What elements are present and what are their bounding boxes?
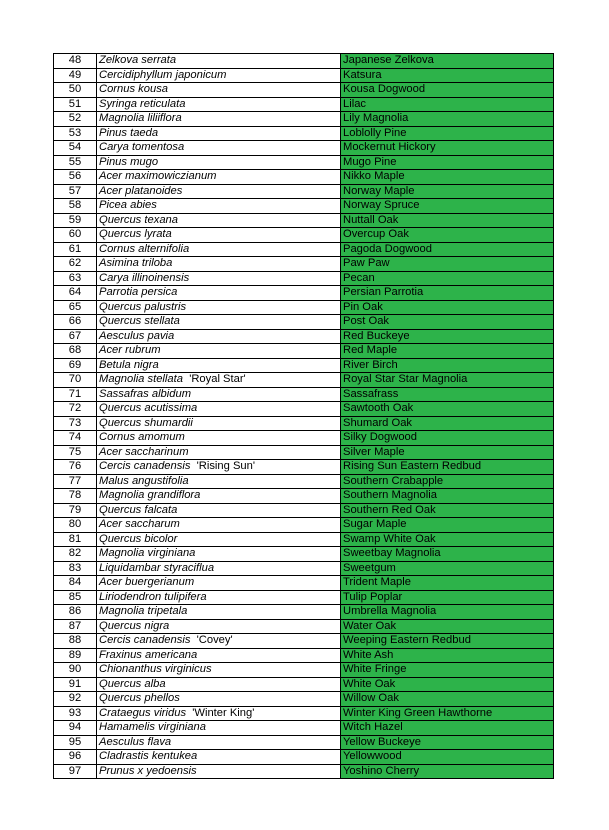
scientific-name: Cercis canadensis xyxy=(99,634,191,647)
table-row xyxy=(54,460,554,475)
scientific-name: Acer saccharinum xyxy=(99,445,189,458)
row-number-cell: 70 xyxy=(54,373,97,388)
scientific-name-cell xyxy=(97,126,341,141)
scientific-name: Quercus stellata xyxy=(99,315,180,328)
row-number-cell: 81 xyxy=(54,532,97,547)
table-row xyxy=(54,663,554,678)
scientific-name: Picea abies xyxy=(99,199,157,212)
row-number-cell: 94 xyxy=(54,721,97,736)
table-row xyxy=(54,358,554,373)
scientific-name-cell xyxy=(97,170,341,185)
row-number-cell: 73 xyxy=(54,416,97,431)
scientific-name: Sassafras albidum xyxy=(99,387,192,400)
scientific-name-cell xyxy=(97,532,341,547)
row-number-cell: 49 xyxy=(54,68,97,83)
row-number-cell: 69 xyxy=(54,358,97,373)
common-name-cell: Southern Magnolia xyxy=(341,489,554,504)
scientific-name-cell xyxy=(97,663,341,678)
scientific-name-cell xyxy=(97,112,341,127)
scientific-name: Carya illinoinensis xyxy=(99,271,190,284)
common-name-cell: Lily Magnolia xyxy=(341,112,554,127)
common-name-cell: Persian Parrotia xyxy=(341,286,554,301)
scientific-name: Zelkova serrata xyxy=(99,54,177,67)
scientific-name: Pinus mugo xyxy=(99,155,159,168)
scientific-name: Acer buergerianum xyxy=(99,576,195,589)
row-number-cell: 62 xyxy=(54,257,97,272)
table-row xyxy=(54,387,554,402)
common-name-cell: Norway Maple xyxy=(341,184,554,199)
table-row xyxy=(54,141,554,156)
scientific-name-cell xyxy=(97,242,341,257)
scientific-name-cell xyxy=(97,460,341,475)
table-row xyxy=(54,750,554,765)
common-name-cell: Norway Spruce xyxy=(341,199,554,214)
row-number-cell: 59 xyxy=(54,213,97,228)
common-name-cell: Yellow Buckeye xyxy=(341,735,554,750)
common-name-cell: Pecan xyxy=(341,271,554,286)
scientific-name: Quercus bicolor xyxy=(99,532,178,545)
common-name-cell: Weeping Eastern Redbud xyxy=(341,634,554,649)
common-name-cell: Trident Maple xyxy=(341,576,554,591)
common-name-cell: Red Buckeye xyxy=(341,329,554,344)
row-number-cell: 91 xyxy=(54,677,97,692)
row-number-cell: 52 xyxy=(54,112,97,127)
scientific-name: Aesculus pavia xyxy=(99,329,175,342)
row-number-cell: 50 xyxy=(54,83,97,98)
scientific-name: Quercus acutissima xyxy=(99,402,198,415)
table-row xyxy=(54,503,554,518)
table-row xyxy=(54,271,554,286)
table-row xyxy=(54,431,554,446)
table-row xyxy=(54,648,554,663)
common-name-cell: Silky Dogwood xyxy=(341,431,554,446)
table-row xyxy=(54,634,554,649)
scientific-name-cell xyxy=(97,387,341,402)
tree-list-table xyxy=(53,53,554,779)
scientific-name-cell xyxy=(97,83,341,98)
scientific-name-cell xyxy=(97,199,341,214)
row-number-cell: 80 xyxy=(54,518,97,533)
table-row xyxy=(54,170,554,185)
table-row xyxy=(54,68,554,83)
scientific-name-cell xyxy=(97,416,341,431)
scientific-name: Acer saccharum xyxy=(99,518,180,531)
table-row xyxy=(54,619,554,634)
row-number-cell: 96 xyxy=(54,750,97,765)
scientific-name-cell xyxy=(97,590,341,605)
common-name-cell: Mockernut Hickory xyxy=(341,141,554,156)
common-name-cell: Loblolly Pine xyxy=(341,126,554,141)
scientific-name: Parrotia persica xyxy=(99,286,178,299)
table-row xyxy=(54,489,554,504)
common-name-cell: Umbrella Magnolia xyxy=(341,605,554,620)
table-row xyxy=(54,576,554,591)
scientific-name-cell xyxy=(97,634,341,649)
scientific-name: Magnolia tripetala xyxy=(99,605,188,618)
row-number-cell: 71 xyxy=(54,387,97,402)
scientific-name: Magnolia grandiflora xyxy=(99,489,201,502)
common-name-cell: Mugo Pine xyxy=(341,155,554,170)
row-number-cell: 67 xyxy=(54,329,97,344)
cultivar-name: 'Winter King' xyxy=(192,706,255,719)
row-number-cell: 92 xyxy=(54,692,97,707)
common-name-cell: Post Oak xyxy=(341,315,554,330)
scientific-name: Pinus taeda xyxy=(99,126,159,139)
scientific-name-cell xyxy=(97,329,341,344)
row-number-cell: 74 xyxy=(54,431,97,446)
scientific-name: Cladrastis kentukea xyxy=(99,750,198,763)
common-name-cell: Lilac xyxy=(341,97,554,112)
row-number-cell: 65 xyxy=(54,300,97,315)
common-name-cell: White Ash xyxy=(341,648,554,663)
scientific-name: Chionanthus virginicus xyxy=(99,663,212,676)
scientific-name-cell xyxy=(97,431,341,446)
scientific-name-cell xyxy=(97,489,341,504)
common-name-cell: Katsura xyxy=(341,68,554,83)
common-name-cell: Water Oak xyxy=(341,619,554,634)
common-name-cell: Paw Paw xyxy=(341,257,554,272)
common-name-cell: White Fringe xyxy=(341,663,554,678)
scientific-name-cell xyxy=(97,648,341,663)
tree-list-body xyxy=(54,54,554,779)
scientific-name-cell xyxy=(97,155,341,170)
common-name-cell: Sweetbay Magnolia xyxy=(341,547,554,562)
table-row xyxy=(54,228,554,243)
scientific-name-cell xyxy=(97,576,341,591)
row-number-cell: 54 xyxy=(54,141,97,156)
row-number-cell: 72 xyxy=(54,402,97,417)
scientific-name: Quercus shumardii xyxy=(99,416,193,429)
common-name-cell: Tulip Poplar xyxy=(341,590,554,605)
scientific-name-cell xyxy=(97,764,341,779)
table-row xyxy=(54,329,554,344)
scientific-name: Malus angustifolia xyxy=(99,474,189,487)
scientific-name: Prunus x yedoensis xyxy=(99,764,197,777)
table-row xyxy=(54,54,554,69)
cultivar-name: 'Rising Sun' xyxy=(196,460,256,473)
scientific-name-cell xyxy=(97,605,341,620)
table-row xyxy=(54,561,554,576)
scientific-name-cell xyxy=(97,445,341,460)
cultivar-name: 'Covey' xyxy=(196,634,233,647)
scientific-name: Quercus nigra xyxy=(99,619,170,632)
common-name-cell: River Birch xyxy=(341,358,554,373)
scientific-name: Cornus amomum xyxy=(99,431,185,444)
table-row xyxy=(54,532,554,547)
scientific-name-cell xyxy=(97,677,341,692)
scientific-name: Quercus texana xyxy=(99,213,178,226)
scientific-name-cell xyxy=(97,344,341,359)
common-name-cell: Overcup Oak xyxy=(341,228,554,243)
common-name-cell: Swamp White Oak xyxy=(341,532,554,547)
row-number-cell: 48 xyxy=(54,54,97,69)
row-number-cell: 90 xyxy=(54,663,97,678)
row-number-cell: 88 xyxy=(54,634,97,649)
table-row xyxy=(54,735,554,750)
table-row xyxy=(54,112,554,127)
scientific-name: Liriodendron tulipifera xyxy=(99,590,207,603)
common-name-cell: White Oak xyxy=(341,677,554,692)
common-name-cell: Sweetgum xyxy=(341,561,554,576)
row-number-cell: 63 xyxy=(54,271,97,286)
scientific-name-cell xyxy=(97,300,341,315)
scientific-name-cell xyxy=(97,402,341,417)
common-name-cell: Kousa Dogwood xyxy=(341,83,554,98)
scientific-name: Cercis canadensis xyxy=(99,460,191,473)
row-number-cell: 64 xyxy=(54,286,97,301)
common-name-cell: Willow Oak xyxy=(341,692,554,707)
table-row xyxy=(54,83,554,98)
scientific-name: Magnolia stellata xyxy=(99,373,183,386)
common-name-cell: Sugar Maple xyxy=(341,518,554,533)
scientific-name-cell xyxy=(97,97,341,112)
row-number-cell: 93 xyxy=(54,706,97,721)
scientific-name: Quercus phellos xyxy=(99,692,180,705)
common-name-cell: Pin Oak xyxy=(341,300,554,315)
scientific-name-cell xyxy=(97,721,341,736)
scientific-name-cell xyxy=(97,54,341,69)
row-number-cell: 78 xyxy=(54,489,97,504)
common-name-cell: Silver Maple xyxy=(341,445,554,460)
row-number-cell: 57 xyxy=(54,184,97,199)
common-name-cell: Sassafrass xyxy=(341,387,554,402)
scientific-name: Cornus kousa xyxy=(99,83,169,96)
row-number-cell: 60 xyxy=(54,228,97,243)
row-number-cell: 75 xyxy=(54,445,97,460)
scientific-name: Cornus alternifolia xyxy=(99,242,190,255)
table-row xyxy=(54,199,554,214)
scientific-name: Quercus falcata xyxy=(99,503,178,516)
scientific-name: Aesculus flava xyxy=(99,735,172,748)
scientific-name-cell xyxy=(97,271,341,286)
table-row xyxy=(54,286,554,301)
common-name-cell: Japanese Zelkova xyxy=(341,54,554,69)
common-name-cell: Nuttall Oak xyxy=(341,213,554,228)
common-name-cell: Nikko Maple xyxy=(341,170,554,185)
scientific-name-cell xyxy=(97,213,341,228)
scientific-name: Fraxinus americana xyxy=(99,648,198,661)
common-name-cell: Witch Hazel xyxy=(341,721,554,736)
table-row xyxy=(54,242,554,257)
scientific-name-cell xyxy=(97,474,341,489)
row-number-cell: 79 xyxy=(54,503,97,518)
row-number-cell: 77 xyxy=(54,474,97,489)
scientific-name: Crataegus viridus xyxy=(99,706,187,719)
row-number-cell: 82 xyxy=(54,547,97,562)
common-name-cell: Red Maple xyxy=(341,344,554,359)
scientific-name: Acer platanoides xyxy=(99,184,183,197)
table-row xyxy=(54,373,554,388)
scientific-name: Hamamelis virginiana xyxy=(99,721,206,734)
scientific-name: Acer maximowiczianum xyxy=(99,170,217,183)
scientific-name: Quercus alba xyxy=(99,677,166,690)
row-number-cell: 66 xyxy=(54,315,97,330)
table-row xyxy=(54,692,554,707)
scientific-name: Betula nigra xyxy=(99,358,159,371)
scientific-name-cell xyxy=(97,706,341,721)
table-row xyxy=(54,590,554,605)
row-number-cell: 97 xyxy=(54,764,97,779)
scientific-name: Cercidiphyllum japonicum xyxy=(99,68,227,81)
table-row xyxy=(54,184,554,199)
table-row xyxy=(54,764,554,779)
table-row xyxy=(54,518,554,533)
row-number-cell: 89 xyxy=(54,648,97,663)
row-number-cell: 85 xyxy=(54,590,97,605)
common-name-cell: Yoshino Cherry xyxy=(341,764,554,779)
scientific-name-cell xyxy=(97,503,341,518)
table-row xyxy=(54,721,554,736)
scientific-name: Quercus palustris xyxy=(99,300,187,313)
scientific-name-cell xyxy=(97,315,341,330)
scientific-name-cell xyxy=(97,358,341,373)
row-number-cell: 95 xyxy=(54,735,97,750)
common-name-cell: Shumard Oak xyxy=(341,416,554,431)
row-number-cell: 86 xyxy=(54,605,97,620)
scientific-name: Liquidambar styraciflua xyxy=(99,561,215,574)
table-row xyxy=(54,257,554,272)
table-row xyxy=(54,605,554,620)
scientific-name-cell xyxy=(97,286,341,301)
scientific-name: Asimina triloba xyxy=(99,257,173,270)
common-name-cell: Rising Sun Eastern Redbud xyxy=(341,460,554,475)
table-row xyxy=(54,97,554,112)
row-number-cell: 51 xyxy=(54,97,97,112)
common-name-cell: Winter King Green Hawthorne xyxy=(341,706,554,721)
table-row xyxy=(54,445,554,460)
scientific-name-cell xyxy=(97,228,341,243)
scientific-name-cell xyxy=(97,373,341,388)
scientific-name-cell xyxy=(97,619,341,634)
scientific-name-cell xyxy=(97,692,341,707)
common-name-cell: Pagoda Dogwood xyxy=(341,242,554,257)
table-row xyxy=(54,547,554,562)
table-row xyxy=(54,300,554,315)
scientific-name-cell xyxy=(97,518,341,533)
scientific-name-cell xyxy=(97,68,341,83)
table-row xyxy=(54,344,554,359)
scientific-name-cell xyxy=(97,735,341,750)
table-row xyxy=(54,416,554,431)
scientific-name: Syringa reticulata xyxy=(99,97,186,110)
scientific-name: Magnolia liliiflora xyxy=(99,112,182,125)
scientific-name-cell xyxy=(97,257,341,272)
table-row xyxy=(54,474,554,489)
table-row xyxy=(54,155,554,170)
table-row xyxy=(54,213,554,228)
table-row xyxy=(54,126,554,141)
scientific-name-cell xyxy=(97,750,341,765)
scientific-name-cell xyxy=(97,547,341,562)
table-row xyxy=(54,706,554,721)
row-number-cell: 61 xyxy=(54,242,97,257)
row-number-cell: 87 xyxy=(54,619,97,634)
row-number-cell: 58 xyxy=(54,199,97,214)
scientific-name: Quercus lyrata xyxy=(99,228,172,241)
scientific-name: Acer rubrum xyxy=(99,344,161,357)
table-row xyxy=(54,402,554,417)
row-number-cell: 53 xyxy=(54,126,97,141)
common-name-cell: Southern Red Oak xyxy=(341,503,554,518)
scientific-name-cell xyxy=(97,184,341,199)
scientific-name: Magnolia virginiana xyxy=(99,547,196,560)
table-row xyxy=(54,315,554,330)
common-name-cell: Sawtooth Oak xyxy=(341,402,554,417)
common-name-cell: Royal Star Star Magnolia xyxy=(341,373,554,388)
row-number-cell: 83 xyxy=(54,561,97,576)
scientific-name-cell xyxy=(97,141,341,156)
scientific-name: Carya tomentosa xyxy=(99,141,185,154)
row-number-cell: 55 xyxy=(54,155,97,170)
row-number-cell: 76 xyxy=(54,460,97,475)
row-number-cell: 56 xyxy=(54,170,97,185)
common-name-cell: Southern Crabapple xyxy=(341,474,554,489)
row-number-cell: 84 xyxy=(54,576,97,591)
row-number-cell: 68 xyxy=(54,344,97,359)
table-row xyxy=(54,677,554,692)
cultivar-name: 'Royal Star' xyxy=(189,373,246,386)
scientific-name-cell xyxy=(97,561,341,576)
common-name-cell: Yellowwood xyxy=(341,750,554,765)
